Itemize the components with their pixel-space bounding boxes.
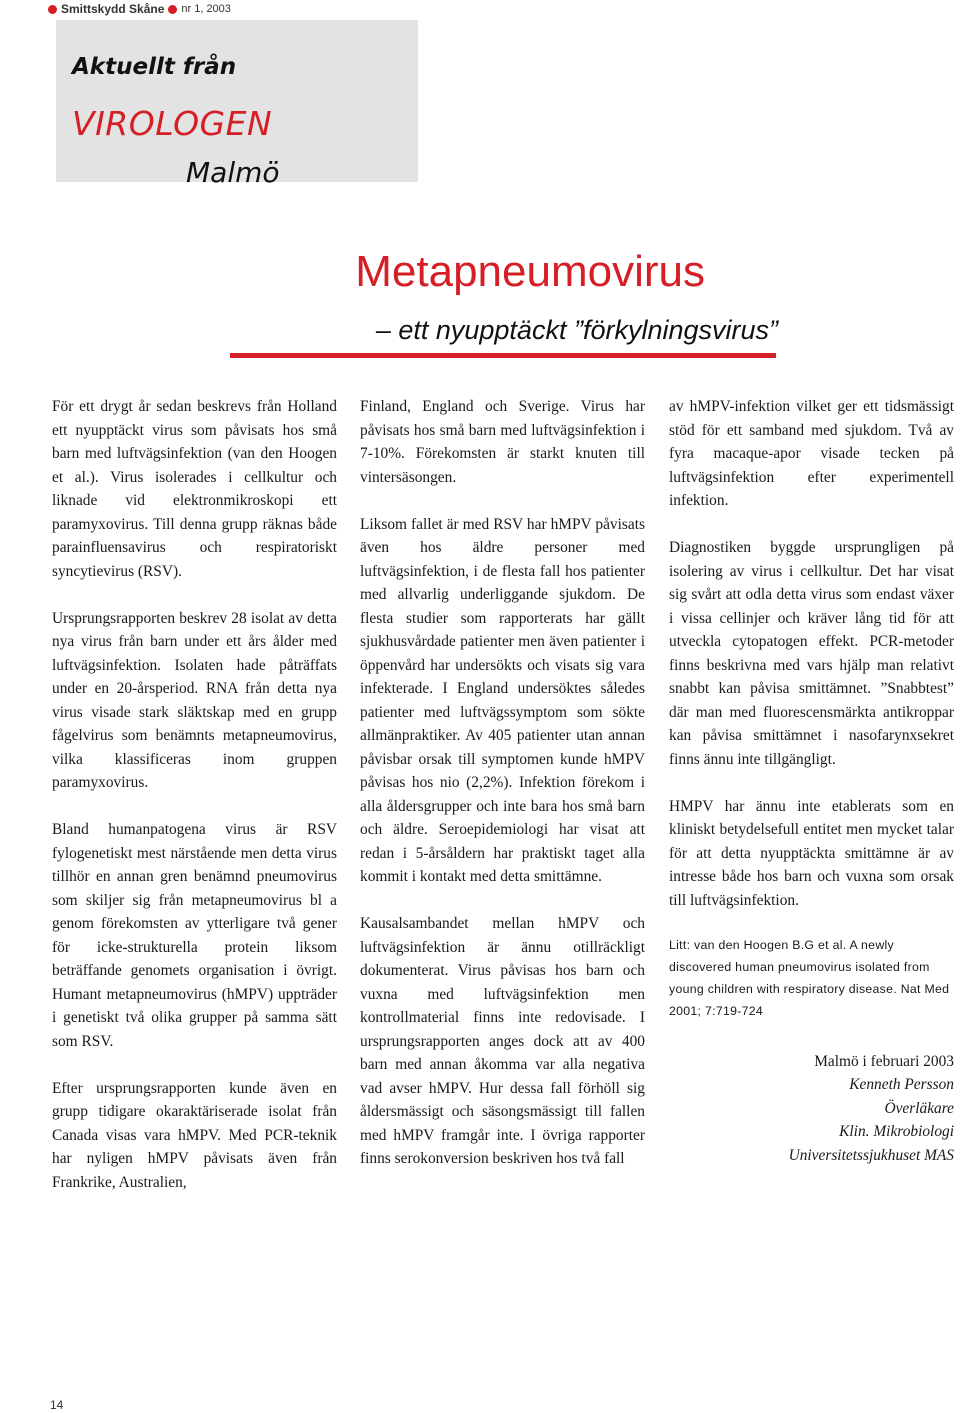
banner-line-3: Malmö xyxy=(186,156,280,189)
text-column-3 xyxy=(669,395,954,1167)
text-column-1 xyxy=(52,395,337,1218)
banner-line-1: Aktuellt från xyxy=(72,54,237,80)
paragraph: Ursprungsrapporten beskrev 28 isolat av detta nya virus från barn under ett års ålder med luftvägsinfektion. Isolaten hade påträffats under en 20-årsperiod. RNA från detta nya virus visade stark släktskap med en grupp fågelvirus som benämnts metapneumovirus, vilka klassificeras inom gruppen paramyxovirus. xyxy=(52,609,337,791)
paragraph: För ett drygt år sedan beskrevs från Holland ett nyupptäckt virus som påvisats hos små barn med luftvägsinfektion (van den Hoogen et al.). Virus isolerades i cellkultur och liknade vid elektronmikroskopi ett paramyxovirus. Till denna grupp räknas både parainfluensavirus och respiratoriskt syncytievirus (RSV). xyxy=(52,398,337,580)
title-rule xyxy=(230,353,776,358)
signature xyxy=(669,1050,954,1168)
section-banner xyxy=(56,20,418,189)
paragraph: Kausalsambandet mellan hMPV och luftvägsinfektion är ännu otillräckligt dokumenterat. Virus påvisas hos barn och vuxna med luftvägsinfektion men kontrollmaterial finns inte redovisade. I ursprungsrapporten anges dock att av 400 barn med annan åkomma var alla negativa vad avser hMPV. Hur dessa fall förhöll sig åldersmässigt och säsongsmässigt till fallen med hMPV framgår inte. I övriga rapporter finns serokonversion beskriven hos två fall xyxy=(360,915,645,1167)
page-number: 14 xyxy=(50,1398,64,1412)
article-subtitle: – ett nyupptäckt ”förkylningsvirus” xyxy=(375,315,778,345)
paragraph: Finland, England och Sverige. Virus har påvisats hos små barn med luftvägsinfektion i 7-10%. Förekomsten är starkt knuten till vintersäsongen. xyxy=(360,398,645,486)
signature-role: Överläkare xyxy=(884,1099,954,1117)
signature-dept: Klin. Mikrobiologi xyxy=(839,1123,954,1140)
article-title: Metapneumovirus xyxy=(355,247,705,296)
paragraph: Liksom fallet är med RSV har hMPV påvisats även hos äldre personer med luftvägsinfektion, i de flesta fall hos patienter med allvarlig underliggande sjukdom. De flesta studier som rapporterats har gällt sjukhusvårdade patienter men även patienter i öppenvård har undersökts och visats sig vara infekterade. I England undersöktes således patienter med luftvägssymptom som sökte allmänpraktiker. Av 405 patienter utan annan påvisbar orsak till symptomen kunde hMPV påvisas hos nio (2,2%). Infektion förekom i alla åldersgrupper och inte bara hos små barn och äldre. Seroepidemiologi har visat att redan i 5-årsåldern har praktiskt taget alla kommit i kontakt med detta smittämne. xyxy=(360,515,645,885)
running-head xyxy=(48,2,231,16)
text-column-2 xyxy=(360,395,645,1194)
signature-hospital: Universitetssjukhuset MAS xyxy=(788,1146,954,1164)
reference: Litt: van den Hoogen B.G et al. A newly discovered human pneumovirus isolated from young children with respiratory disease. Nat Med 2001; 7:719-724 xyxy=(669,937,950,1018)
banner-line-2: VIROLOGEN xyxy=(72,104,273,143)
paragraph: Efter ursprungsrapporten kunde även en grupp tidigare okaraktäriserade isolat från Canada visas vara hMPV. Med PCR-teknik har nyligen hMPV påvisats även från Frankrike, Australien, xyxy=(52,1079,337,1191)
signature-place-date: Malmö i februari 2003 xyxy=(814,1052,954,1070)
magazine-name: Smittskydd Skåne xyxy=(61,2,165,16)
paragraph: Diagnostiken byggde ursprungligen på isolering av virus i cellkultur. Det har visat sig svårt att odla detta virus som endast växer i vissa cellinjer och kräver lång tid för att utveckla cytopatogen effekt. PCR-metoder finns beskrivna med vars hjälp man relativt snabbt kan påvisa smittämnet. ”Snabbtest” där man med fluorescensmärkta antikroppar kan påvisa smittämnet i nasofarynxsekret finns ännu inte tillgängligt. xyxy=(669,539,954,768)
issue-label: nr 1, 2003 xyxy=(181,3,231,15)
paragraph: Bland humanpatogena virus är RSV fylogenetiskt mest närstående men detta virus tillhör en annan gren benämnd pneumovirus som skiljer sig från metapneumovirus bl a genom förekomsten av ytterligare två gener för icke-strukturella protein liksom beträffande genomets organisation i övrigt. Humant metapneumovirus (hMPV) uppträder i genetiskt två olika grupper på samma sätt som RSV. xyxy=(52,821,337,1050)
signature-name: Kenneth Persson xyxy=(849,1076,954,1093)
bullet-icon xyxy=(48,5,57,14)
paragraph: HMPV har ännu inte etablerats som en kliniskt betydelsefull entitet men mycket talar för att detta nyupptäckta smittämne är av intresse både hos barn och vuxna som orsak till luftvägsinfektion. xyxy=(669,797,954,909)
paragraph: av hMPV-infektion vilket ger ett tidsmässigt stöd för ett samband med sjukdom. Två av fyra macaque-apor visade tecken på luftvägsinfektion efter experimentell infektion. xyxy=(669,398,954,509)
bullet-icon xyxy=(168,5,177,14)
